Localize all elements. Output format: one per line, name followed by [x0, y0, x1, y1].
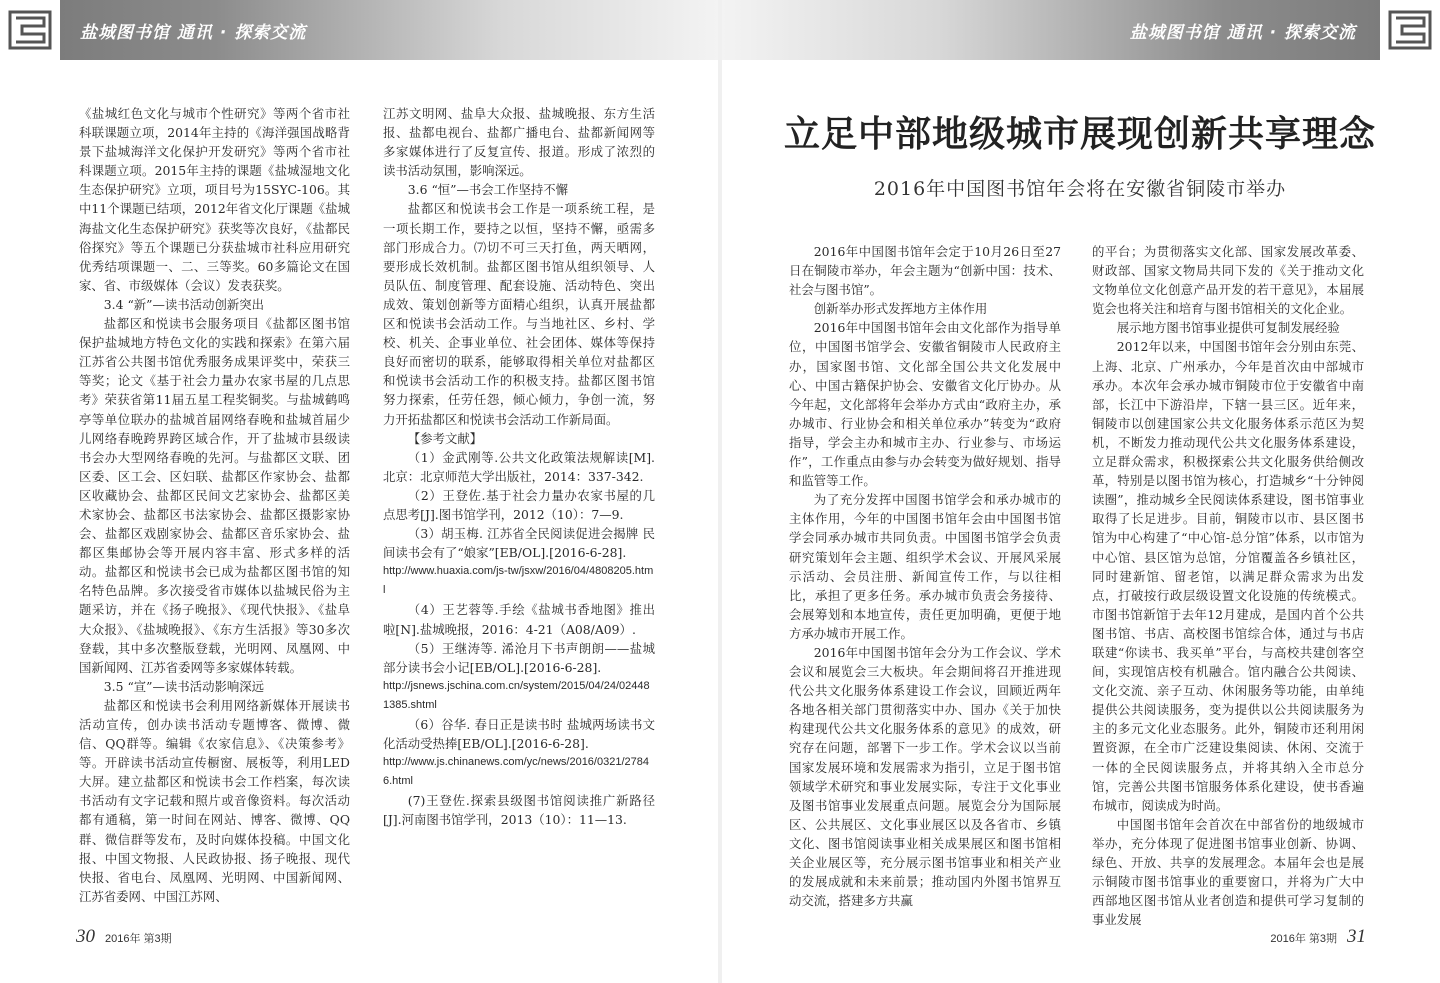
issue-label: 2016年 第3期	[105, 933, 172, 945]
library-logo-icon	[0, 0, 60, 60]
paragraph: 《盐城红色文化与城市个性研究》等两个省市社科联课题立项，2014年主持的《海洋强国战略背景下盐城海洋文化保护开发研究》等两个省市社科课题立项。2015年主持的课题《盐城湿地文化生态保护研究》立项，项目号为15SYC-106。其中11个课题已结项，2012年省文化厅课题《盐城海盐文化生态保护研究》获奖等次良好，《盐都民俗探究》等五个课题已分获盐城市社科应用研究优秀结项课题一、二、三等奖。60多篇论文在国家、省、市级媒体（会议）发表获奖。	[79, 106, 350, 293]
left-page-footer	[76, 926, 178, 948]
paragraph: 江苏文明网、盐阜大众报、盐城晚报、东方生活报、盐都电视台、盐都广播电台、盐都新闻网等多家媒体进行了反复宣传、报道。形成了浓烈的读书活动氛围，影响深远。	[383, 106, 655, 179]
reference-item: http://jsnews.jschina.com.cn/system/2015/04/24/024481385.shtml	[383, 679, 650, 711]
paragraph: 2016年中国图书馆年会分为工作会议、学术会议和展览会三大板块。年会期间将召开推进现代公共文化服务体系建设工作会议，回顾近两年各地各相关部门贯彻落实中办、国办《关于加快构建现代公共文化服务体系的意见》的成效，研究存在问题，部署下一步工作。学术会议以当前国家发展环境和发展需求为指引，立足于图书馆领域学术研究和事业发展实际，专注于文化事业及图书馆事业发展重点问题。展览会分为国际展区、公共展区、文化事业展区以及各省市、乡镇文化、图书馆阅读事业相关成果展区和图书馆相关企业展区等，充分展示图书馆事业和相关产业的发展成就和未来前景；推动国内外图书馆界互动交流，搭建多方共赢	[789, 644, 1061, 909]
section-heading: 3.5 “宣”—读书活动影响深远	[103, 678, 265, 694]
reference-item: （1）金武刚等.公共文化政策法规解读[M].北京：北京师范大学出版社，2014：337-342.	[383, 449, 655, 484]
reference-item: （6）谷华. 春日正是读书时 盐城两场读书文化活动受热捧[EB/OL].[2016-6-28].	[383, 717, 655, 752]
paragraph: 2016年中国图书馆年会由文化部作为指导单位，中国图书馆学会、安徽省铜陵市人民政府主办，国家图书馆、文化部全国公共文化发展中心、中国古籍保护协会、安徽省文化厅协办。从今年起，文化部将年会举办方式由“政府主办，承办城市、行业协会和相关单位承办”转变为“政府指导，学会主办和城市主办、行业参与、市场运作”，工作重点由参与办会转变为做好规划、指导和监管等工作。	[789, 320, 1061, 489]
paragraph: 为了充分发挥中国图书馆学会和承办城市的主体作用，今年的中国图书馆年会由中国图书馆学会同承办城市共同负责。中国图书馆学会负责研究策划年会主题、组织学术会议、开展风采展示活动、会员注册、新闻宣传工作，与以往相比，承担了更多任务。承办城市负责会务接待、会展筹划和本地宣传，责任更加明确，更便于地方承办城市开展工作。	[789, 492, 1061, 641]
paragraph: 盐都区和悦读书会服务项目《盐都区图书馆保护盐城地方特色文化的实践和探索》在第六届江苏省公共图书馆优秀服务成果评奖中，荣获三等奖；论文《基于社会力量办农家书屋的几点思考》荣获省第11届五星工程奖铜奖。与盐城鹤鸣亭等单位联办的盐城首届网络春晚和盐城首届少儿网络春晚跨界跨区域合作，开了盐城市县级读书会办大型网络春晚的先河。与盐都区文联、团区委、区工会、区妇联、盐都区作家协会、盐都区收藏协会、盐都区民间文艺家协会、盐都区美术家协会、盐都区书法家协会、盐都区摄影家协会、盐都区戏剧家协会、盐都区音乐家协会、盐都区集邮协会等开展内容丰富、形式多样的活动。盐都区和悦读书会已成为盐都区图书馆的知名特色品牌。多次接受省市媒体以盐城民俗为主题采访，并在《扬子晚报》、《现代快报》、《盐阜大众报》、《盐城晚报》、《东方生活报》等30多次登载，其中多次整版登载，光明网、凤凰网、中国新闻网、江苏省委网等多家媒体转载。	[79, 316, 350, 675]
reference-item: （2）王登佐.基于社会力量办农家书屋的几点思考[J].图书馆学刊，2012（10）：7—9.	[383, 487, 655, 522]
paragraph: 中国图书馆年会首次在中部省份的地级城市举办，充分体现了促进图书馆事业创新、协调、绿色、开放、共享的发展理念。本届年会也是展示铜陵市图书馆事业的重要窗口，并将为广大中西部地区图书馆从业者创造和提供可学习复制的事业发展	[1092, 816, 1364, 928]
paragraph: 2016年中国图书馆年会定于10月26日至27日在铜陵市举办，年会主题为“创新中国：技术、社会与图书馆”。	[789, 244, 1061, 298]
reference-item: http://www.js.chinanews.com/yc/news/2016/0321/27846.html	[383, 756, 649, 788]
article-title: 立足中部地级城市展现创新共享理念	[783, 113, 1376, 155]
reference-item: （5）王继涛等. 浠沧月下书声朗朗——盐城部分读书会小记[EB/OL].[2016-6-28].	[383, 640, 655, 675]
paragraph: 的平台；为贯彻落实文化部、国家发展改革委、财政部、国家文物局共同下发的《关于推动文化文物单位文化创意产品开发的若干意见》，本届展览会也将关注和培育与图书馆相关的文化企业。	[1092, 244, 1364, 317]
paragraph: 盐都区和悦读书会利用网络新媒体开展读书活动宣传，创办读书活动专题博客、微博、微信、QQ群等。编辑《农家信息》、《决策参考》等。开辟读书活动宣传橱窗、展板等，利用LED大屏。建立盐都区和悦读书会工作档案，每次读书活动有文字记载和照片或音像资料。每次活动都有通稿，第一时间在网站、博客、微博、QQ群、微信群等发布，及时向媒体投稿。中国文化报、中国文物报、人民政协报、扬子晚报、现代快报、省电台、凤凰网、光明网、中国新闻网、江苏省委网、中国江苏网、	[79, 697, 350, 904]
paragraph: 盐都区和悦读书会工作是一项系统工程，是一项长期工作，要持之以恒，坚持不懈，亟需多部门形成合力。⑺切不可三天打鱼，两天晒网，要形成长效机制。盐都区图书馆从组织领导、人员队伍、制度管理、配套设施、活动特色、突出成效、策划创新等方面精心组织，认真开展盐都区和悦读书会活动工作。与当地社区、乡村、学校、机关、企事业单位、社会团体、媒体等保持良好而密切的联系，能够取得相关单位对盐都区和悦读书会活动工作的积极支持。盐都区图书馆努力探索，任劳任怨，倾心倾力，争创一流，努力开拓盐都区和悦读书会活动工作新局面。	[383, 201, 655, 427]
section-heading: 创新举办形式发挥地方主体作用	[813, 301, 988, 317]
left-header-title: 盐城图书馆 通讯 · 探索交流	[80, 23, 307, 43]
issue-label: 2016年 第3期	[1270, 933, 1337, 945]
right-page-column-2	[1092, 242, 1364, 929]
right-page-footer	[1264, 926, 1366, 948]
library-logo-icon	[1380, 0, 1440, 60]
section-heading: 3.6 “恒”—书会工作坚持不懈	[407, 182, 569, 198]
right-header-bar	[722, 0, 1440, 60]
section-heading: 3.4 “新”—读书活动创新突出	[103, 296, 265, 312]
page-number: 31	[1347, 926, 1366, 947]
right-header-title: 盐城图书馆 通讯 · 探索交流	[1129, 23, 1356, 43]
reference-item: （3）胡玉梅. 江苏省全民阅读促进会揭牌 民间读书会有了“娘家”[EB/OL].[2016-6-28].	[383, 526, 655, 561]
left-page-column-1	[79, 104, 350, 906]
reference-item: http://www.huaxia.com/js-tw/jsxw/2016/04/4808205.html	[383, 565, 654, 597]
reference-item: （4）王艺蓉等.手绘《盐城书香地图》推出啦[N].盐城晚报，2016：4-21（A08/A09）.	[383, 602, 655, 637]
paragraph: 2012年以来，中国图书馆年会分别由东莞、上海、北京、广州承办，今年是首次由中部城市承办。本次年会承办城市铜陵市位于安徽省中南部，长江中下游沿岸，下辖一县三区。近年来，铜陵市以创建国家公共文化服务体系示范区为契机，不断发力推动现代公共文化服务体系建设，立足群众需求，积极探索公共文化服务供给侧改革，特别是以图书馆为核心，打造城乡“十分钟阅读圈”，推动城乡全民阅读体系建设，图书馆事业取得了长足进步。目前，铜陵市以市、县区图书馆为中心构建了“中心馆-总分馆”体系，以市馆为中心馆、县区馆为总馆，分馆覆盖各乡镇社区，同时建新馆、留老馆，以满足群众需求为出发点，打破按行政层级设置文化设施的传统模式。市图书馆新馆于去年12月建成，是国内首个公共图书馆、书店、高校图书馆综合体，通过与书店联建“你读书、我买单”平台，与高校共建创客空间，实现馆店校有机融合。馆内融合公共阅读、文化交流、亲子互动、休闲服务等功能，由单纯提供公共阅读服务，变为提供以公共阅读服务为主的多元文化业态服务。此外，铜陵市还利用闲置资源，在全市广泛建设集阅读、休闲、交流于一体的全民阅读服务点，并将其纳入全市总分馆，完善公共图书馆服务体系化建设，使书香遍布城市，阅读成为时尚。	[1092, 339, 1364, 813]
left-header-bar	[0, 0, 718, 60]
left-page-column-2	[383, 104, 655, 830]
reference-item: (7)王登佐.探索县级图书馆阅读推广新路径[J].河南图书馆学刊，2013（10）：11—13.	[383, 793, 655, 828]
article-subtitle: 2016年中国图书馆年会将在安徽省铜陵市举办	[873, 178, 1287, 200]
right-page-column-1	[789, 242, 1061, 910]
page-spine	[718, 0, 722, 983]
section-heading: 展示地方图书馆事业提供可复制发展经验	[1116, 320, 1340, 336]
section-heading: 【参考文献】	[407, 430, 483, 446]
page-number: 30	[76, 926, 95, 947]
